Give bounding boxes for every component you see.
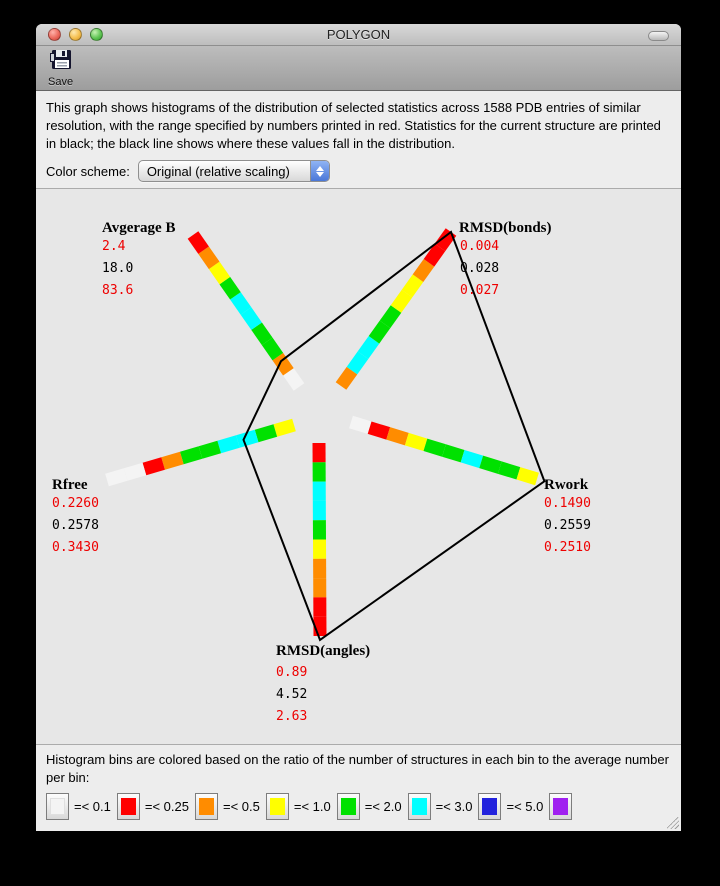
axis-value-range_min: 0.2260 bbox=[52, 496, 99, 512]
axis-value-current: 0.2578 bbox=[52, 518, 99, 534]
histogram-segment bbox=[518, 474, 537, 480]
legend-bin-label: =< 0.5 bbox=[222, 799, 260, 815]
axis-title: Rwork bbox=[544, 477, 589, 494]
axis-title: Avgerage B bbox=[102, 220, 176, 237]
axis-value-range_max: 2.63 bbox=[276, 709, 308, 725]
axis-value-range_min: 2.4 bbox=[102, 239, 126, 255]
axis-value-current: 0.028 bbox=[460, 261, 500, 277]
histogram-segment bbox=[370, 428, 389, 434]
radar-chart bbox=[36, 189, 680, 744]
histogram-segment bbox=[407, 279, 418, 294]
legend-bin-color-orange bbox=[199, 798, 214, 815]
histogram-segment bbox=[352, 356, 363, 371]
axis-value-range_max: 0.3430 bbox=[52, 540, 99, 556]
axis-value-range_max: 0.2510 bbox=[544, 540, 591, 556]
histogram-segment bbox=[257, 327, 268, 342]
histogram-segment bbox=[388, 434, 407, 440]
histogram-segment bbox=[144, 464, 163, 470]
legend-bin-color-purple bbox=[553, 798, 568, 815]
legend-bins-row bbox=[46, 793, 671, 820]
axis-value-range_min: 0.004 bbox=[460, 239, 500, 255]
legend-bin-label: =< 5.0 bbox=[506, 799, 544, 815]
polygon-window bbox=[36, 24, 681, 831]
toolbar-toggle-button[interactable] bbox=[648, 31, 669, 41]
histogram-segment bbox=[163, 458, 182, 464]
color-scheme-selected-value: Original (relative scaling) bbox=[146, 163, 290, 179]
histogram-segment bbox=[407, 439, 426, 445]
legend-text: Histogram bins are colored based on the ratio of the number of structures in each bin to the average number per bin: bbox=[46, 752, 669, 785]
axis-group bbox=[341, 220, 552, 386]
histogram-segment bbox=[374, 325, 385, 340]
color-scheme-label: Color scheme: bbox=[46, 163, 130, 179]
histogram-segment bbox=[235, 296, 246, 311]
axis-title: RMSD(angles) bbox=[276, 643, 371, 660]
histogram-segment bbox=[107, 475, 126, 481]
save-button[interactable] bbox=[48, 48, 73, 88]
histogram-segment bbox=[257, 431, 276, 437]
histogram-segment bbox=[246, 311, 257, 326]
histogram-segment bbox=[214, 266, 225, 281]
legend-bin-label: =< 0.25 bbox=[144, 799, 189, 815]
resize-grip-icon[interactable] bbox=[667, 817, 680, 830]
axis-title: Rfree bbox=[52, 477, 88, 494]
legend-bin-color-white bbox=[50, 798, 65, 815]
axis-value-range_max: 83.6 bbox=[102, 283, 134, 299]
histogram-segment bbox=[396, 294, 407, 309]
legend-bin-swatch bbox=[478, 793, 501, 820]
legend-bin-label: =< 2.0 bbox=[364, 799, 402, 815]
legend-bin-label: =< 1.0 bbox=[293, 799, 331, 815]
plot-area bbox=[36, 189, 681, 744]
axis-value-range_max: 0.027 bbox=[460, 283, 500, 299]
histogram-segment bbox=[363, 340, 374, 355]
save-button-label: Save bbox=[48, 76, 74, 88]
histogram-segment bbox=[418, 263, 429, 278]
dropdown-arrows-icon bbox=[310, 161, 329, 181]
histogram-segment bbox=[341, 371, 352, 386]
legend-bin-color-blue bbox=[482, 798, 497, 815]
window-title: POLYGON bbox=[326, 27, 391, 42]
color-scheme-dropdown[interactable] bbox=[138, 160, 330, 182]
histogram-segment bbox=[193, 235, 204, 250]
axis-group bbox=[102, 220, 299, 387]
description-text: This graph shows histograms of the distribution of selected statistics across 1588 PDB entries of similar resolution, with the range specified by numbers printed in red. Statistics for the current structure are printed in black; the black line shows where these values fall in the distribution. bbox=[46, 100, 661, 151]
title-bar[interactable] bbox=[36, 24, 681, 46]
histogram-segment bbox=[463, 457, 482, 463]
legend-panel bbox=[36, 744, 681, 831]
legend-bin-swatch bbox=[195, 793, 218, 820]
histogram-segment bbox=[204, 251, 215, 266]
histogram-segment bbox=[481, 462, 500, 468]
legend-bin-swatch bbox=[408, 793, 431, 820]
histogram-segment bbox=[385, 309, 396, 324]
histogram-segment bbox=[275, 425, 294, 431]
legend-bin-swatch bbox=[337, 793, 360, 820]
axis-group bbox=[351, 422, 591, 555]
legend-bin-swatch bbox=[46, 793, 69, 820]
legend-bin-color-cyan bbox=[412, 798, 427, 815]
histogram-segment bbox=[351, 422, 370, 428]
histogram-segment bbox=[238, 436, 257, 442]
legend-bin-swatch bbox=[117, 793, 140, 820]
legend-bin-swatch bbox=[549, 793, 572, 820]
histogram-segment bbox=[267, 342, 278, 357]
axis-value-current: 4.52 bbox=[276, 687, 308, 703]
histogram-segment bbox=[225, 281, 236, 296]
histogram-segment bbox=[182, 453, 201, 459]
toolbar bbox=[36, 46, 681, 91]
legend-bin-color-green bbox=[341, 798, 356, 815]
info-panel bbox=[36, 91, 681, 189]
histogram-segment bbox=[500, 468, 519, 474]
legend-bin-color-yellow bbox=[270, 798, 285, 815]
axis-value-current: 0.2559 bbox=[544, 518, 591, 534]
axis-group bbox=[276, 443, 370, 724]
axis-value-range_min: 0.1490 bbox=[544, 496, 591, 512]
legend-bin-color-red bbox=[121, 798, 136, 815]
histogram-segment bbox=[219, 442, 238, 448]
histogram-segment bbox=[288, 372, 299, 387]
legend-bin-label: =< 3.0 bbox=[435, 799, 473, 815]
legend-bin-swatch bbox=[266, 793, 289, 820]
legend-bin-label: =< 0.1 bbox=[74, 799, 111, 815]
histogram-segment bbox=[429, 248, 440, 263]
save-icon bbox=[49, 48, 73, 75]
axis-value-range_min: 0.89 bbox=[276, 665, 308, 681]
axis-value-current: 18.0 bbox=[102, 261, 134, 277]
histogram-segment bbox=[425, 445, 444, 451]
axis-group bbox=[52, 425, 294, 555]
histogram-segment bbox=[444, 451, 463, 457]
histogram-segment bbox=[201, 447, 220, 453]
axis-title: RMSD(bonds) bbox=[459, 220, 552, 237]
histogram-segment bbox=[126, 469, 145, 475]
